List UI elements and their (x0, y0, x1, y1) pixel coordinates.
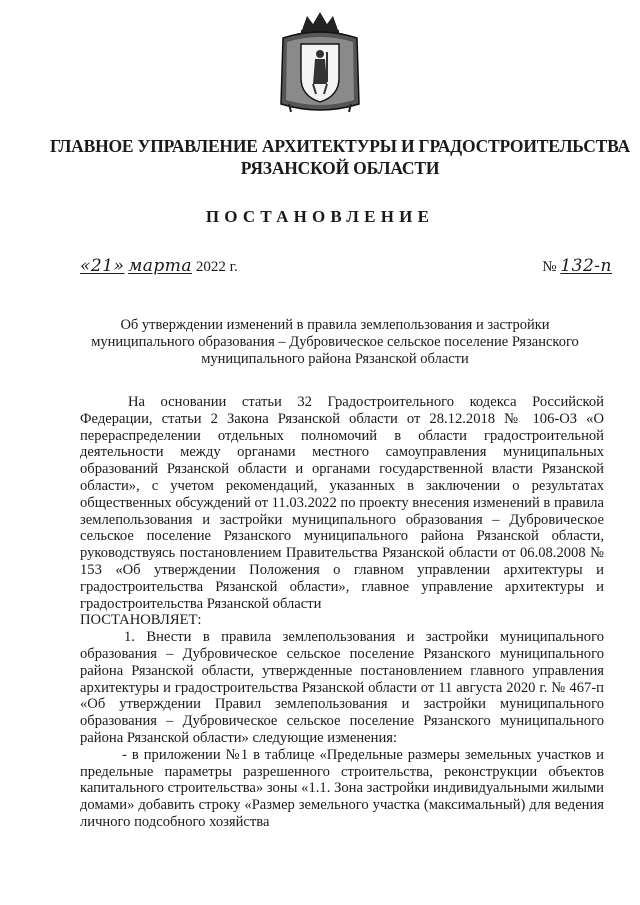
number-value: 132-п (560, 256, 612, 276)
item-1-subparagraph: - в приложении №1 в таблице «Предельные размеры земельных участков и предельные параметры разрешенного строительства, реконструкции объектов капитального строительства» зоны «1.1. Зона застройки индивидуальными жилыми домами» добавить строку «Размер земельного участка (максимальный) для ведения личного подсобного хозяйства (80, 746, 604, 830)
document-subject: Об утверждении изменений в правила землепользования и застройки муниципального образования – Дубровическое сельское поселение Рязанского муниципального района Рязанской области (91, 317, 579, 367)
date-month: марта (128, 256, 193, 276)
ryazan-coat-of-arms-icon (277, 8, 363, 118)
number-prefix: № (542, 259, 557, 275)
decree-word: ПОСТАНОВЛЯЕТ: (80, 612, 202, 629)
date-year: 2022 г. (195, 259, 238, 275)
organization-name (40, 135, 640, 179)
document-type: ПОСТАНОВЛЕНИЕ (205, 207, 435, 226)
document-date (80, 256, 238, 276)
document-number (542, 256, 612, 276)
document-body (80, 394, 604, 831)
preamble-paragraph: На основании статьи 32 Градостроительного кодекса Российской Федерации, статьи 2 Закона Рязанской области от 28.12.2018 № 106-ОЗ «О перераспределении отдельных полномочий в области градостроительной деятельности между органами местного самоуправления муниципальных образований Рязанской области и органами государственной власти Рязанской области», с учетом рекомендаций, указанных в заключении о результатах общественных обсуждений от 11.03.2022 по проекту внесения изменений в правила землепользования и застройки муниципального образования – Дубровическое сельское поселение Рязанского муниципального района Рязанской области, руководствуясь постановлением Правительства Рязанской области от 06.08.2008 № 153 «Об утверждении Положения о главном управлении архитектуры и градостроительства Рязанской области», главное управление архитектуры и градостроительства Рязанской области (80, 394, 604, 612)
item-1-paragraph: 1. Внести в правила землепользования и застройки муниципального образования – Дубровическое сельское поселение Рязанского муниципального района Рязанской области, утвержденные постановлением главного управления архитектуры и градостроительства Рязанской области от 11 августа 2020 г. № 467-п «Об утверждении Правил землепользования и застройки муниципального образования – Дубровическое сельское поселение Рязанского муниципального района Рязанской области» следующие изменения: (80, 629, 604, 746)
organization-line2: РЯЗАНСКОЙ ОБЛАСТИ (240, 158, 440, 178)
date-day: «21» (80, 256, 125, 276)
organization-line1: ГЛАВНОЕ УПРАВЛЕНИЕ АРХИТЕКТУРЫ И ГРАДОСТРОИТЕЛЬСТВА (50, 136, 630, 156)
